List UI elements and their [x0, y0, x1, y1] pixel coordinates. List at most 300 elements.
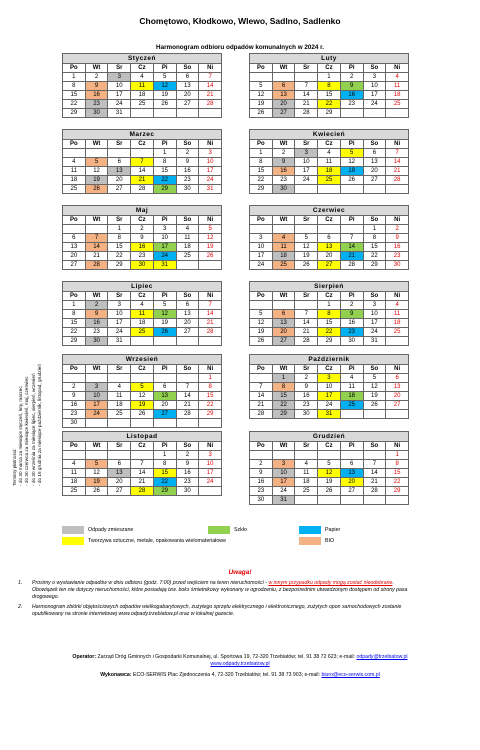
day-cell: 8: [318, 310, 341, 319]
day-cell: 19: [199, 243, 222, 252]
note-item: [18, 580, 418, 601]
day-cell: 2: [176, 149, 199, 158]
legend-label-glass: Szkło: [234, 527, 247, 533]
day-cell: 23: [250, 487, 273, 496]
day-cell: 22: [386, 478, 409, 487]
payment-line: - do 15 grudnia za miesiące październik, listopad, grudzień: [36, 364, 42, 486]
day-cell: 7: [386, 149, 409, 158]
day-cell: 21: [131, 176, 154, 185]
day-cell: 3: [153, 225, 176, 234]
weekday-header: Pi: [153, 140, 176, 149]
day-cell: 30: [176, 487, 199, 496]
day-cell: 10: [272, 469, 295, 478]
weekday-header: Wt: [85, 365, 108, 374]
day-cell: 17: [295, 167, 318, 176]
month-name: Grudzień: [250, 432, 409, 442]
weekday-header: Ni: [386, 140, 409, 149]
payment-line: - do 30 września za miesiące lipiec, sierpień, wrzesień: [30, 373, 36, 486]
day-cell: 2: [340, 301, 363, 310]
day-cell: 3: [318, 374, 341, 383]
day-cell: 28: [131, 487, 154, 496]
day-cell: 16: [85, 319, 108, 328]
day-cell: 24: [199, 478, 222, 487]
payment-line: - do 30 czerwca za miesiące kwiecień, maj, czerwiec: [24, 376, 30, 486]
weekday-header: Śr: [108, 140, 131, 149]
empty-cell: [131, 337, 154, 346]
empty-cell: [363, 185, 386, 194]
day-cell: 4: [131, 73, 154, 82]
weekday-header: Pi: [340, 365, 363, 374]
weekday-header: Śr: [295, 442, 318, 451]
day-cell: 29: [386, 487, 409, 496]
day-cell: 22: [363, 252, 386, 261]
day-cell: 10: [85, 392, 108, 401]
day-cell: 25: [63, 487, 86, 496]
day-cell: 31: [108, 337, 131, 346]
day-cell: 11: [318, 158, 341, 167]
day-cell: 15: [63, 91, 86, 100]
day-cell: 21: [199, 91, 222, 100]
day-cell: 23: [85, 100, 108, 109]
day-cell: 17: [363, 91, 386, 100]
weekday-header: So: [176, 140, 199, 149]
day-cell: 1: [318, 301, 341, 310]
day-cell: 5: [153, 73, 176, 82]
day-cell: 9: [85, 310, 108, 319]
day-cell: 9: [85, 82, 108, 91]
day-cell: 17: [250, 252, 273, 261]
weekday-header: Pi: [153, 442, 176, 451]
weekday-header: Ni: [386, 64, 409, 73]
weekday-header: So: [363, 365, 386, 374]
day-cell: 19: [85, 478, 108, 487]
empty-cell: [295, 185, 318, 194]
day-cell: 16: [295, 392, 318, 401]
day-cell: 2: [386, 225, 409, 234]
day-cell: 8: [108, 234, 131, 243]
day-cell: 6: [153, 383, 176, 392]
day-cell: 14: [363, 469, 386, 478]
day-cell: 17: [272, 478, 295, 487]
operator-email-link[interactable]: odpady@trzebiatow.pl: [356, 654, 408, 660]
empty-cell: [108, 374, 131, 383]
day-cell: 20: [108, 478, 131, 487]
weekday-header: Po: [250, 365, 273, 374]
day-cell: 5: [250, 82, 273, 91]
day-cell: 22: [63, 100, 86, 109]
operator-www-link[interactable]: www.odpady.trzebiatow.pl: [210, 661, 270, 667]
day-cell: 30: [131, 261, 154, 270]
day-cell: 28: [85, 261, 108, 270]
day-cell: 26: [250, 109, 273, 118]
day-cell: 2: [340, 73, 363, 82]
day-cell: 4: [63, 460, 86, 469]
weekday-header: Pi: [153, 365, 176, 374]
weekday-header: Ni: [199, 64, 222, 73]
day-cell: 29: [153, 185, 176, 194]
day-cell: 20: [176, 319, 199, 328]
day-cell: 6: [272, 310, 295, 319]
day-cell: 14: [386, 158, 409, 167]
legend-swatch-glass: [208, 526, 230, 534]
day-cell: 3: [250, 234, 273, 243]
day-cell: 2: [272, 149, 295, 158]
day-cell: 13: [176, 310, 199, 319]
empty-cell: [318, 496, 341, 505]
day-cell: 27: [386, 401, 409, 410]
weekday-header: So: [176, 442, 199, 451]
day-cell: 12: [318, 469, 341, 478]
day-cell: 27: [340, 487, 363, 496]
day-cell: 27: [63, 261, 86, 270]
day-cell: 13: [153, 392, 176, 401]
day-cell: 14: [340, 243, 363, 252]
empty-cell: [386, 109, 409, 118]
month-calendar: [62, 354, 222, 428]
empty-cell: [295, 225, 318, 234]
day-cell: 9: [340, 310, 363, 319]
empty-cell: [199, 261, 222, 270]
day-cell: 17: [363, 319, 386, 328]
day-cell: 1: [63, 301, 86, 310]
day-cell: 14: [199, 82, 222, 91]
day-cell: 9: [250, 469, 273, 478]
note-number: 1.: [18, 580, 23, 586]
day-cell: 19: [250, 100, 273, 109]
empty-cell: [85, 149, 108, 158]
day-cell: 11: [295, 469, 318, 478]
weekday-header: Pi: [340, 216, 363, 225]
note-text: Harmonogram zbiórki objętościowych odpadów wielkogabarytowych, zużytego sprzętu elektrycznego i elektronicznego, zużytych opon samochodowych zostanie opublikowany na stronie internetowej www.odpady.trzebiatow.pl oraz w lokalnej gazecie.: [32, 604, 402, 617]
empty-cell: [340, 185, 363, 194]
day-cell: 8: [153, 158, 176, 167]
day-cell: 21: [131, 478, 154, 487]
weekday-header: Cz: [318, 442, 341, 451]
day-cell: 10: [108, 82, 131, 91]
day-cell: 16: [85, 91, 108, 100]
day-cell: 17: [199, 469, 222, 478]
day-cell: 8: [153, 460, 176, 469]
day-cell: 15: [318, 319, 341, 328]
day-cell: 7: [340, 234, 363, 243]
day-cell: 28: [131, 185, 154, 194]
day-cell: 14: [199, 310, 222, 319]
day-cell: 26: [131, 410, 154, 419]
empty-cell: [318, 225, 341, 234]
note-text-cont: . Obowiązek ten nie dotyczy nieruchomości, które posiadają tzw. boks śmietnikowy wykonany w ogrodzeniu, z bezpośrednim utwardzonym dostępem od strony pasa drogowego.: [32, 580, 408, 600]
month-calendar: [62, 205, 222, 270]
day-cell: 5: [153, 301, 176, 310]
day-cell: 13: [386, 383, 409, 392]
weekday-header: Śr: [295, 292, 318, 301]
weekday-header: Po: [63, 216, 86, 225]
day-cell: 3: [295, 149, 318, 158]
month-name: Maj: [63, 206, 222, 216]
month-calendar: [62, 281, 222, 346]
empty-cell: [153, 337, 176, 346]
weekday-header: Pi: [153, 64, 176, 73]
day-cell: 21: [295, 100, 318, 109]
day-cell: 17: [108, 91, 131, 100]
empty-cell: [63, 451, 86, 460]
day-cell: 4: [176, 225, 199, 234]
day-cell: 28: [199, 100, 222, 109]
day-cell: 26: [295, 261, 318, 270]
legend-label-plastic: Tworzywa sztuczne, metale, opakowania wielomateriałowe: [88, 538, 227, 544]
empty-cell: [386, 410, 409, 419]
month-calendar: [249, 129, 409, 194]
empty-cell: [272, 73, 295, 82]
weekday-header: Cz: [131, 292, 154, 301]
day-cell: 28: [386, 176, 409, 185]
day-cell: 13: [340, 469, 363, 478]
day-cell: 2: [295, 374, 318, 383]
day-cell: 2: [63, 383, 86, 392]
empty-cell: [63, 225, 86, 234]
day-cell: 24: [272, 487, 295, 496]
day-cell: 27: [176, 100, 199, 109]
day-cell: 13: [318, 243, 341, 252]
weekday-header: Cz: [318, 216, 341, 225]
day-cell: 10: [318, 383, 341, 392]
day-cell: 27: [272, 109, 295, 118]
day-cell: 11: [108, 392, 131, 401]
day-cell: 15: [250, 167, 273, 176]
day-cell: 28: [363, 487, 386, 496]
day-cell: 24: [108, 100, 131, 109]
empty-cell: [386, 337, 409, 346]
day-cell: 2: [85, 301, 108, 310]
day-cell: 13: [176, 82, 199, 91]
day-cell: 14: [131, 469, 154, 478]
day-cell: 4: [386, 301, 409, 310]
day-cell: 18: [272, 252, 295, 261]
weekday-header: Wt: [272, 292, 295, 301]
day-cell: 29: [318, 337, 341, 346]
day-cell: 1: [153, 149, 176, 158]
day-cell: 30: [85, 109, 108, 118]
contractor-label: Wykonawca:: [100, 672, 132, 678]
operator-label: Operator:: [72, 654, 97, 660]
empty-cell: [85, 419, 108, 428]
weekday-header: So: [363, 64, 386, 73]
day-cell: 15: [108, 243, 131, 252]
day-cell: 11: [131, 82, 154, 91]
empty-cell: [250, 73, 273, 82]
contractor-email-link[interactable]: biuro@eco-serwis.com.pl: [321, 672, 380, 678]
day-cell: 7: [199, 301, 222, 310]
empty-cell: [318, 451, 341, 460]
day-cell: 24: [199, 176, 222, 185]
day-cell: 3: [363, 301, 386, 310]
day-cell: 18: [340, 392, 363, 401]
empty-cell: [85, 225, 108, 234]
day-cell: 25: [386, 100, 409, 109]
weekday-header: Cz: [318, 365, 341, 374]
day-cell: 7: [363, 460, 386, 469]
day-cell: 10: [199, 460, 222, 469]
day-cell: 12: [250, 319, 273, 328]
weekday-header: Po: [63, 140, 86, 149]
day-cell: 16: [176, 167, 199, 176]
day-cell: 31: [272, 496, 295, 505]
day-cell: 8: [199, 383, 222, 392]
empty-cell: [340, 109, 363, 118]
day-cell: 24: [295, 176, 318, 185]
contractor-text: ECO-SERWIS Plac Zjednoczenia 4, 72-320 Trzebiatów; tel. 91 38 73 903; e-mail:: [131, 672, 322, 678]
day-cell: 15: [153, 469, 176, 478]
weekday-header: So: [363, 140, 386, 149]
day-cell: 22: [272, 401, 295, 410]
weekday-header: Po: [63, 292, 86, 301]
month-calendar: [249, 281, 409, 346]
weekday-header: Cz: [318, 64, 341, 73]
day-cell: 19: [153, 319, 176, 328]
day-cell: 12: [85, 469, 108, 478]
day-cell: 24: [108, 328, 131, 337]
day-cell: 18: [108, 401, 131, 410]
weekday-header: Śr: [108, 292, 131, 301]
day-cell: 4: [108, 383, 131, 392]
day-cell: 13: [108, 469, 131, 478]
day-cell: 5: [85, 460, 108, 469]
day-cell: 4: [386, 73, 409, 82]
weekday-header: Śr: [295, 216, 318, 225]
empty-cell: [340, 410, 363, 419]
empty-cell: [340, 496, 363, 505]
weekday-header: Ni: [386, 442, 409, 451]
weekday-header: Pi: [340, 140, 363, 149]
day-cell: 8: [272, 383, 295, 392]
day-cell: 23: [85, 328, 108, 337]
day-cell: 14: [131, 167, 154, 176]
weekday-header: Ni: [199, 216, 222, 225]
day-cell: 15: [153, 167, 176, 176]
day-cell: 20: [318, 252, 341, 261]
empty-cell: [272, 451, 295, 460]
weekday-header: Wt: [272, 140, 295, 149]
day-cell: 23: [63, 410, 86, 419]
day-cell: 6: [176, 73, 199, 82]
weekday-header: Wt: [85, 140, 108, 149]
day-cell: 27: [153, 410, 176, 419]
day-cell: 6: [318, 234, 341, 243]
weekday-header: Pi: [153, 216, 176, 225]
day-cell: 31: [199, 185, 222, 194]
day-cell: 3: [272, 460, 295, 469]
day-cell: 28: [295, 337, 318, 346]
day-cell: 16: [176, 469, 199, 478]
weekday-header: Ni: [386, 365, 409, 374]
empty-cell: [250, 451, 273, 460]
day-cell: 28: [199, 328, 222, 337]
weekday-header: So: [176, 365, 199, 374]
day-cell: 23: [340, 100, 363, 109]
day-cell: 4: [295, 460, 318, 469]
day-cell: 4: [318, 149, 341, 158]
day-cell: 12: [131, 392, 154, 401]
day-cell: 29: [153, 487, 176, 496]
weekday-header: Po: [250, 64, 273, 73]
day-cell: 5: [199, 225, 222, 234]
day-cell: 13: [272, 319, 295, 328]
day-cell: 13: [363, 158, 386, 167]
day-cell: 27: [108, 185, 131, 194]
day-cell: 21: [85, 252, 108, 261]
day-cell: 27: [363, 176, 386, 185]
weekday-header: Wt: [85, 64, 108, 73]
empty-cell: [199, 337, 222, 346]
day-cell: 1: [363, 225, 386, 234]
day-cell: 16: [340, 319, 363, 328]
day-cell: 22: [318, 100, 341, 109]
day-cell: 20: [153, 401, 176, 410]
day-cell: 24: [363, 100, 386, 109]
day-cell: 12: [153, 82, 176, 91]
empty-cell: [85, 451, 108, 460]
day-cell: 18: [386, 91, 409, 100]
month-calendar: [62, 431, 222, 496]
empty-cell: [63, 374, 86, 383]
empty-cell: [295, 73, 318, 82]
day-cell: 29: [63, 109, 86, 118]
month-calendar: [62, 129, 222, 194]
empty-cell: [153, 419, 176, 428]
day-cell: 6: [63, 234, 86, 243]
day-cell: 8: [63, 310, 86, 319]
day-cell: 29: [363, 261, 386, 270]
day-cell: 22: [108, 252, 131, 261]
day-cell: 12: [153, 310, 176, 319]
day-cell: 6: [176, 301, 199, 310]
day-cell: 6: [340, 460, 363, 469]
legend-swatch-plastic: [62, 537, 84, 545]
day-cell: 12: [363, 383, 386, 392]
day-cell: 10: [250, 243, 273, 252]
day-cell: 24: [363, 328, 386, 337]
month-calendar: [249, 431, 409, 505]
day-cell: 11: [63, 469, 86, 478]
day-cell: 31: [153, 261, 176, 270]
weekday-header: Po: [63, 64, 86, 73]
empty-cell: [318, 185, 341, 194]
day-cell: 23: [340, 328, 363, 337]
empty-cell: [176, 419, 199, 428]
day-cell: 23: [272, 176, 295, 185]
day-cell: 15: [63, 319, 86, 328]
day-cell: 18: [386, 319, 409, 328]
empty-cell: [199, 109, 222, 118]
day-cell: 1: [318, 73, 341, 82]
payment-heading: Terminy płatności:: [12, 448, 17, 486]
empty-cell: [176, 374, 199, 383]
legend-swatch-mixed: [62, 526, 84, 534]
weekday-header: Wt: [85, 292, 108, 301]
day-cell: 23: [131, 252, 154, 261]
day-cell: 5: [85, 158, 108, 167]
day-cell: 20: [272, 328, 295, 337]
day-cell: 12: [340, 158, 363, 167]
empty-cell: [199, 419, 222, 428]
day-cell: 31: [363, 337, 386, 346]
day-cell: 11: [131, 310, 154, 319]
day-cell: 5: [318, 460, 341, 469]
day-cell: 1: [386, 451, 409, 460]
weekday-header: Pi: [340, 64, 363, 73]
month-calendar: [249, 354, 409, 419]
day-cell: 21: [250, 401, 273, 410]
day-cell: 7: [131, 460, 154, 469]
